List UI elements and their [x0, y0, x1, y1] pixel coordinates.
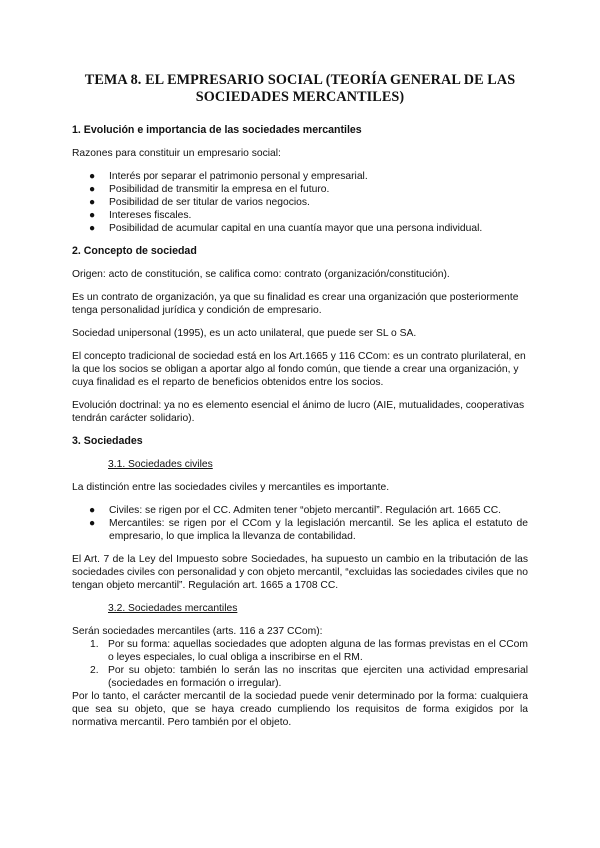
section2-paragraph: Sociedad unipersonal (1995), es un acto unilateral, que puede ser SL o SA. — [72, 328, 417, 339]
section1-intro: Razones para constituir un empresario social: — [72, 148, 281, 159]
section2-paragraph: El concepto tradicional de sociedad está en los Art.1665 y 116 CCom: es un contrato plurilateral, en la que los socios se obligan a aportar algo al fondo común, que tiende a crear una organización, y cuya finalidad es el reparto de beneficios obtenidos entre los socios. — [72, 351, 526, 388]
section1-heading: 1. Evolución e importancia de las sociedades mercantiles — [72, 124, 362, 136]
subsection-3-1-bullet-list — [72, 504, 528, 543]
bullet-icon: ● — [89, 223, 96, 234]
subsection-3-1-paragraph: El Art. 7 de la Ley del Impuesto sobre Sociedades, ha supuesto un cambio en la tributación de las sociedades civiles con personalidad y con objeto mercantil, “excluidas las sociedades civiles que no tengan objeto mercantil”. Regulación art. 1665 a 1708 CC. — [72, 554, 528, 591]
list-item: 1. Por su forma: aquellas sociedades que adopten alguna de las formas previstas en el CCom o leyes especiales, lo cual obliga a inscribirse en el RM. — [90, 639, 528, 663]
bullet-icon: ● — [89, 197, 96, 208]
section2-paragraph: Es un contrato de organización, ya que su finalidad es crear una organización que posteriormente tenga personalidad jurídica y condición de empresario. — [72, 292, 519, 316]
list-item: ● Interés por separar el patrimonio personal y empresarial. — [89, 171, 368, 182]
bullet-icon: ● — [89, 184, 96, 195]
subsection-3-1-heading: 3.1. Sociedades civiles — [108, 459, 213, 470]
section1-bullet-list — [72, 170, 528, 235]
list-item: ● Posibilidad de acumular capital en una cuantía mayor que una persona individual. — [89, 223, 483, 234]
list-item: ● Intereses fiscales. — [89, 210, 192, 221]
list-item: ● Civiles: se rigen por el CC. Admiten tener “objeto mercantil”. Regulación art. 1665 CC. — [89, 505, 502, 516]
section2-paragraph: Origen: acto de constitución, se califica como: contrato (organización/constitución). — [72, 269, 450, 280]
subsection-3-2-heading: 3.2. Sociedades mercantiles — [108, 603, 238, 614]
section2-heading: 2. Concepto de sociedad — [72, 245, 197, 257]
list-item: ● Posibilidad de ser titular de varios negocios. — [89, 197, 310, 208]
bullet-icon: ● — [89, 210, 96, 221]
bullet-icon: ● — [89, 518, 96, 529]
bullet-icon: ● — [89, 505, 96, 516]
subsection-3-2-numbered-list — [72, 638, 528, 690]
document-title: TEMA 8. EL EMPRESARIO SOCIAL (TEORÍA GENERAL DE LAS SOCIEDADES MERCANTILES) — [84, 72, 516, 105]
section2-paragraph: Evolución doctrinal: ya no es elemento esencial el ánimo de lucro (AIE, mutualidades, cooperativas tendrán carácter solidario). — [72, 400, 525, 424]
bullet-icon: ● — [89, 171, 96, 182]
section3-heading: 3. Sociedades — [72, 435, 143, 447]
subsection-3-2-paragraph: Por lo tanto, el carácter mercantil de la sociedad puede venir determinado por la forma: cualquiera que sea su objeto, que se haya creado cumpliendo los requisitos de forma exigidos por la normativa mercantil. Pero también por el objeto. — [72, 691, 528, 728]
list-item: ● Mercantiles: se rigen por el CCom y la legislación mercantil. Se les aplica el estatuto de empresario, lo que implica la llevanza de contabilidad. — [89, 518, 528, 542]
subsection-3-2-intro: Serán sociedades mercantiles (arts. 116 a 237 CCom): — [72, 626, 323, 637]
list-item: ● Posibilidad de transmitir la empresa en el futuro. — [89, 184, 330, 195]
list-item: 2. Por su objeto: también lo serán las no inscritas que ejerciten una actividad empresarial (sociedades en formación o irregular). — [90, 665, 528, 689]
subsection-3-1-intro: La distinción entre las sociedades civiles y mercantiles es importante. — [72, 482, 390, 493]
